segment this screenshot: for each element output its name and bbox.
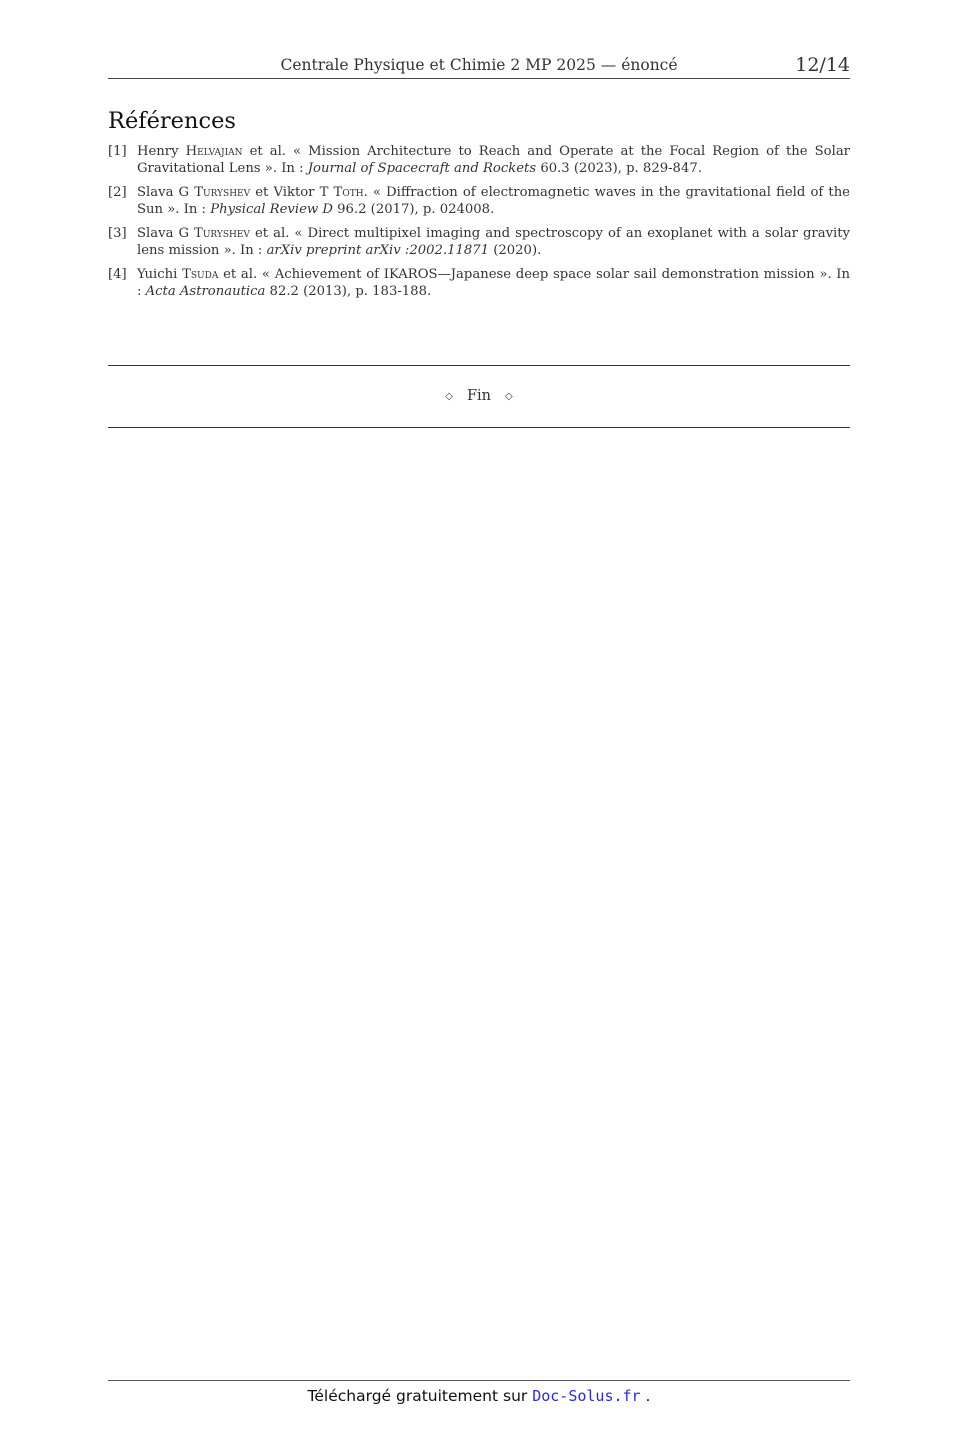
reference-number: [2] [108,185,127,200]
reference-list [108,143,850,307]
page-header [108,54,850,79]
footer-divider [108,1380,850,1381]
author-last-name: Turyshev [194,226,250,241]
reference-text [137,143,850,177]
reference-number: [4] [108,267,127,282]
author-first-name: Yuichi [137,267,183,282]
reference-text [137,225,850,259]
reference-item [108,184,850,218]
reference-details: (2020). [489,243,542,258]
footer [108,1387,850,1405]
author-first-name: Slava G [137,226,195,241]
journal-name: Acta Astronautica [145,284,266,299]
journal-name: Physical Review D [210,202,333,217]
end-divider-top [108,365,850,366]
reference-title: . « Diffraction of electromagnetic waves in the gravitational field of the Sun ». In : [137,185,850,217]
reference-item [108,225,850,259]
footer-suffix: . [640,1387,651,1405]
journal-name: Journal of Spacecraft and Rockets [307,161,537,176]
reference-number: [3] [108,226,127,241]
author-last-name: Tsuda [182,267,219,282]
diamond-icon: ◇ [445,391,453,402]
reference-number: [1] [108,144,127,159]
reference-details: 82.2 (2013), p. 183-188. [265,284,432,299]
end-divider-bottom [108,427,850,428]
reference-item [108,266,850,300]
header-title: Centrale Physique et Chimie 2 MP 2025 — énoncé [280,56,678,74]
reference-title: et al. « Achievement of IKAROS—Japanese deep space solar sail demonstration mission ». In : [137,267,850,299]
diamond-icon: ◇ [505,391,513,402]
author-first-name: Henry [137,144,186,159]
footer-text: Téléchargé gratuitement sur [307,1387,533,1405]
reference-title: et al. « Mission Architecture to Reach and Operate at the Focal Region of the Solar Gravitational Lens ». In : [137,144,850,176]
reference-text [137,184,850,218]
author-last-name: Turyshev [194,185,251,200]
reference-title: et al. « Direct multipixel imaging and spectroscopy of an exoplanet with a solar gravity lens mission ». In : [137,226,850,258]
reference-item [108,143,850,177]
author2-last-name: Toth [333,185,364,200]
end-label: Fin [466,388,492,404]
author-first-name: Slava G [137,185,195,200]
reference-details: 60.3 (2023), p. 829-847. [536,161,702,176]
end-marker [108,388,850,404]
section-title: Références [108,108,236,134]
footer-link[interactable]: Doc-Solus.fr [532,1387,641,1405]
reference-details: 96.2 (2017), p. 024008. [332,202,495,217]
reference-text [137,266,850,300]
author-last-name: Helvajian [185,144,243,159]
journal-name: arXiv preprint arXiv :2002.11871 [266,243,490,258]
author-separator: et Viktor T [250,185,334,200]
page-number: 12/14 [795,54,850,76]
